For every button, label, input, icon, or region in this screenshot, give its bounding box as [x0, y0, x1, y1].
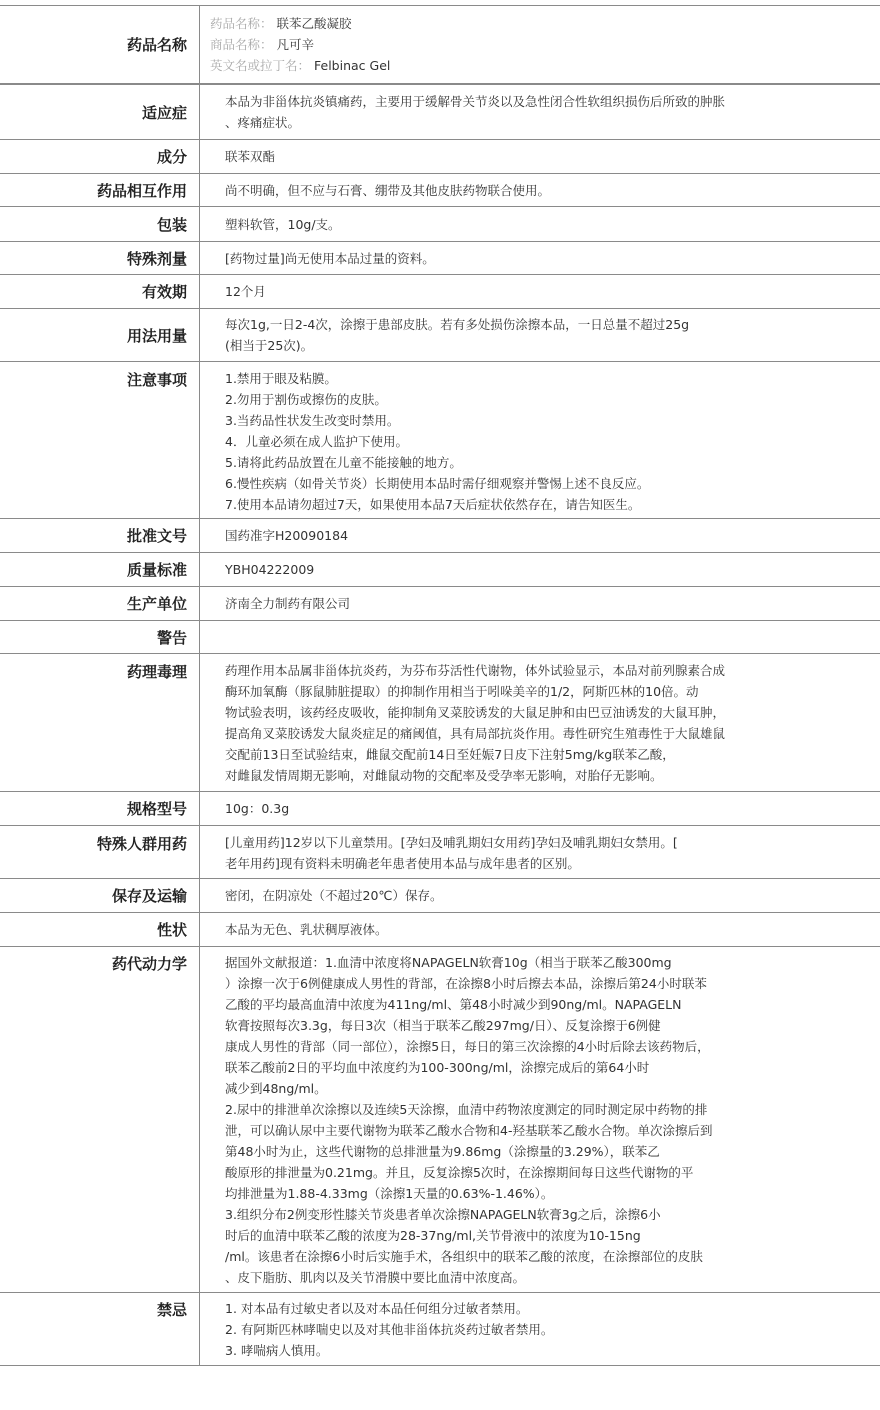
row-label: 用法用量 — [0, 309, 200, 361]
text-line: 12个月 — [225, 284, 266, 299]
row-value — [200, 207, 880, 241]
text-line: 物试验表明，该药经皮吸收，能抑制角叉菜胶诱发的大鼠足肿和由巴豆油诱发的大鼠耳肿， — [225, 705, 726, 720]
row-packaging — [0, 207, 880, 242]
row-label: 注意事项 — [0, 362, 200, 518]
row-value — [200, 140, 880, 173]
text-line: ）涂擦一次于6例健康成人男性的背部，在涂擦8小时后擦去本品，涂擦后第24小时联苯 — [225, 976, 707, 991]
text-line: 本品为非甾体抗炎镇痛药，主要用于缓解骨关节炎以及急性闭合性软组织损伤后所致的肿胀 — [225, 94, 726, 109]
text-line: 2. 有阿斯匹林哮喘史以及对其他非甾体抗炎药过敏者禁用。 — [225, 1322, 554, 1337]
generic-name-line — [210, 13, 880, 34]
text-line: YBH04222009 — [225, 562, 315, 577]
text-line: 联苯乙酸前2日的平均血中浓度约为100-300ng/ml，涂擦完成后的第64小时 — [225, 1060, 650, 1075]
row-label: 适应症 — [0, 85, 200, 139]
text-line: 均排泄量为1.88-4.33mg（涂擦1天量的0.63%-1.46%）。 — [225, 1186, 554, 1201]
text-line: 济南全力制药有限公司 — [225, 596, 351, 611]
text-line: 本品为无色、乳状稠厚液体。 — [225, 922, 388, 937]
row-label: 生产单位 — [0, 587, 200, 620]
row-label: 批准文号 — [0, 519, 200, 552]
row-value — [200, 826, 880, 878]
row-quality-standard — [0, 553, 880, 587]
row-value — [200, 1293, 880, 1365]
row-label: 特殊人群用药 — [0, 826, 200, 878]
row-value — [200, 913, 880, 946]
text-line: 软膏按照每次3.3g，每日3次（相当于联苯乙酸297mg/日）、反复涂擦于6例健 — [225, 1018, 661, 1033]
row-label: 药理毒理 — [0, 654, 200, 791]
row-value — [200, 275, 880, 308]
row-value — [200, 621, 880, 653]
row-label: 性状 — [0, 913, 200, 946]
text-line: 减少到48ng/ml。 — [225, 1081, 327, 1096]
text-line: 3.当药品性状发生改变时禁用。 — [225, 413, 400, 428]
trade-name-value: 凡可辛 — [276, 37, 315, 52]
text-line: 3. 哮喘病人慎用。 — [225, 1343, 329, 1358]
text-line: [儿童用药]12岁以下儿童禁用。[孕妇及哺乳期妇女用药]孕妇及哺乳期妇女禁用。[ — [225, 835, 678, 850]
row-label: 有效期 — [0, 275, 200, 308]
text-line: 酸原形的排泄量为0.21mg。并且，反复涂擦5次时，在涂擦期间每日这些代谢物的平 — [225, 1165, 694, 1180]
row-value — [200, 587, 880, 620]
row-value — [200, 879, 880, 912]
row-label: 特殊剂量 — [0, 242, 200, 274]
row-value — [200, 85, 880, 139]
row-label: 成分 — [0, 140, 200, 173]
row-value — [200, 654, 880, 791]
row-label: 警告 — [0, 621, 200, 653]
row-special-populations — [0, 826, 880, 879]
text-line: 康成人男性的背部（同一部位），涂擦5日，每日的第三次涂擦的4小时后除去该药物后， — [225, 1039, 710, 1054]
row-label: 质量标准 — [0, 553, 200, 586]
generic-name-key: 药品名称： — [210, 16, 273, 31]
text-line: 国药准字H20090184 — [225, 528, 349, 543]
row-approval-number — [0, 519, 880, 553]
row-drug-name — [0, 5, 880, 84]
text-line: 第48小时为止，这些代谢物的总排泄量为9.86mg（涂擦量的3.29%），联苯乙 — [225, 1144, 660, 1159]
text-line: 3.组织分布2例变形性膝关节炎患者单次涂擦NAPAGELN软膏3g之后，涂擦6小 — [225, 1207, 661, 1222]
row-value — [200, 792, 880, 825]
text-line: 对雌鼠发情周期无影响，对雌鼠动物的交配率及受孕率无影响，对胎仔无影响。 — [225, 768, 663, 783]
row-value — [200, 947, 880, 1292]
text-line: 1.禁用于眼及粘膜。 — [225, 371, 337, 386]
text-line: 1. 对本品有过敏史者以及对本品任何组分过敏者禁用。 — [225, 1301, 529, 1316]
text-line: 据国外文献报道：1.血清中浓度将NAPAGELN软膏10g（相当于联苯乙酸300mg — [225, 955, 672, 970]
trade-name-line — [210, 34, 880, 55]
row-specification — [0, 792, 880, 826]
text-line: 药理作用本品属非甾体抗炎药，为芬布芬活性代谢物，体外试验显示，本品对前列腺素合成 — [225, 663, 726, 678]
text-line: 酶环加氧酶（豚鼠肺脏提取）的抑制作用相当于吲哚美辛的1/2，阿斯匹林的10倍。动 — [225, 684, 699, 699]
text-line: 塑料软管，10g/支。 — [225, 216, 341, 232]
row-appearance — [0, 913, 880, 947]
text-line: 2.勿用于割伤或擦伤的皮肤。 — [225, 392, 387, 407]
row-label: 药品相互作用 — [0, 174, 200, 206]
row-value — [200, 362, 880, 518]
row-label: 药品名称 — [0, 6, 200, 83]
text-line: 联苯双酯 — [225, 149, 276, 164]
text-line: 泄，可以确认尿中主要代谢物为联苯乙酸水合物和4-羟基联苯乙酸水合物。单次涂擦后到 — [225, 1123, 713, 1138]
row-dosage — [0, 309, 880, 362]
row-label: 保存及运输 — [0, 879, 200, 912]
text-line: 提高角叉菜胶诱发大鼠炎症足的痛阈值，具有局部抗炎作用。毒性研究生殖毒性于大鼠雄鼠 — [225, 726, 726, 741]
text-line: 6.慢性疾病（如骨关节炎）长期使用本品时需仔细观察并警惕上述不良反应。 — [225, 476, 650, 491]
row-value — [200, 553, 880, 586]
text-line: 交配前13日至试验结束，雌鼠交配前14日至妊娠7日皮下注射5mg/kg联苯乙酸， — [225, 747, 675, 762]
row-precautions — [0, 362, 880, 519]
text-line: 5.请将此药品放置在儿童不能接触的地方。 — [225, 455, 462, 470]
generic-name-value: 联苯乙酸凝胶 — [276, 16, 352, 31]
row-pharmacokinetics — [0, 947, 880, 1293]
text-line: [药物过量]尚无使用本品过量的资料。 — [225, 250, 435, 266]
text-line: 乙酸的平均最高血清中浓度为411ng/ml、第48小时减少到90ng/ml。NAPAGELN — [225, 997, 682, 1012]
drug-name-values — [200, 6, 880, 83]
row-contraindications — [0, 1293, 880, 1366]
row-overdose — [0, 242, 880, 275]
row-value — [200, 519, 880, 552]
text-line: 、皮下脂肪、肌肉以及关节滑膜中要比血清中浓度高。 — [225, 1270, 526, 1285]
text-line: 10g：0.3g — [225, 801, 290, 816]
row-label: 禁忌 — [0, 1293, 200, 1365]
text-line: (相当于25次)。 — [225, 338, 314, 353]
english-name-value: Felbinac Gel — [314, 58, 391, 73]
english-name-line — [210, 55, 880, 76]
row-value — [200, 309, 880, 361]
text-line: 、疼痛症状。 — [225, 115, 301, 130]
row-indications — [0, 84, 880, 140]
text-line: 7.使用本品请勿超过7天，如果使用本品7天后症状依然存在，请告知医生。 — [225, 497, 641, 512]
trade-name-key: 商品名称： — [210, 37, 273, 52]
text-line: 老年用药]现有资料未明确老年患者使用本品与成年患者的区别。 — [225, 856, 580, 871]
row-manufacturer — [0, 587, 880, 621]
text-line: 4．儿童必须在成人监护下使用。 — [225, 434, 408, 449]
row-drug-interactions — [0, 174, 880, 207]
row-label: 药代动力学 — [0, 947, 200, 1292]
english-name-key: 英文名或拉丁名： — [210, 58, 311, 73]
row-value — [200, 242, 880, 274]
drug-info-table — [0, 5, 880, 1366]
row-label: 规格型号 — [0, 792, 200, 825]
text-line: /ml。该患者在涂擦6小时后实施手术，各组织中的联苯乙酸的浓度，在涂擦部位的皮肤 — [225, 1249, 703, 1264]
row-shelf-life — [0, 275, 880, 309]
text-line: 密闭，在阴凉处（不超过20℃）保存。 — [225, 888, 443, 903]
text-line: 时后的血清中联苯乙酸的浓度为28-37ng/ml,关节骨液中的浓度为10-15ng — [225, 1228, 641, 1243]
row-label: 包装 — [0, 207, 200, 241]
row-warning — [0, 621, 880, 654]
row-value — [200, 174, 880, 206]
text-line: 每次1g,一日2-4次，涂擦于患部皮肤。若有多处损伤涂擦本品，一日总量不超过25g — [225, 317, 690, 332]
text-line: 2.尿中的排泄单次涂擦以及连续5天涂擦，血清中药物浓度测定的同时测定尿中药物的排 — [225, 1102, 708, 1117]
text-line: 尚不明确，但不应与石膏、绷带及其他皮肤药物联合使用。 — [225, 182, 551, 198]
row-pharmacology-toxicology — [0, 654, 880, 792]
row-ingredients — [0, 140, 880, 174]
row-storage — [0, 879, 880, 913]
